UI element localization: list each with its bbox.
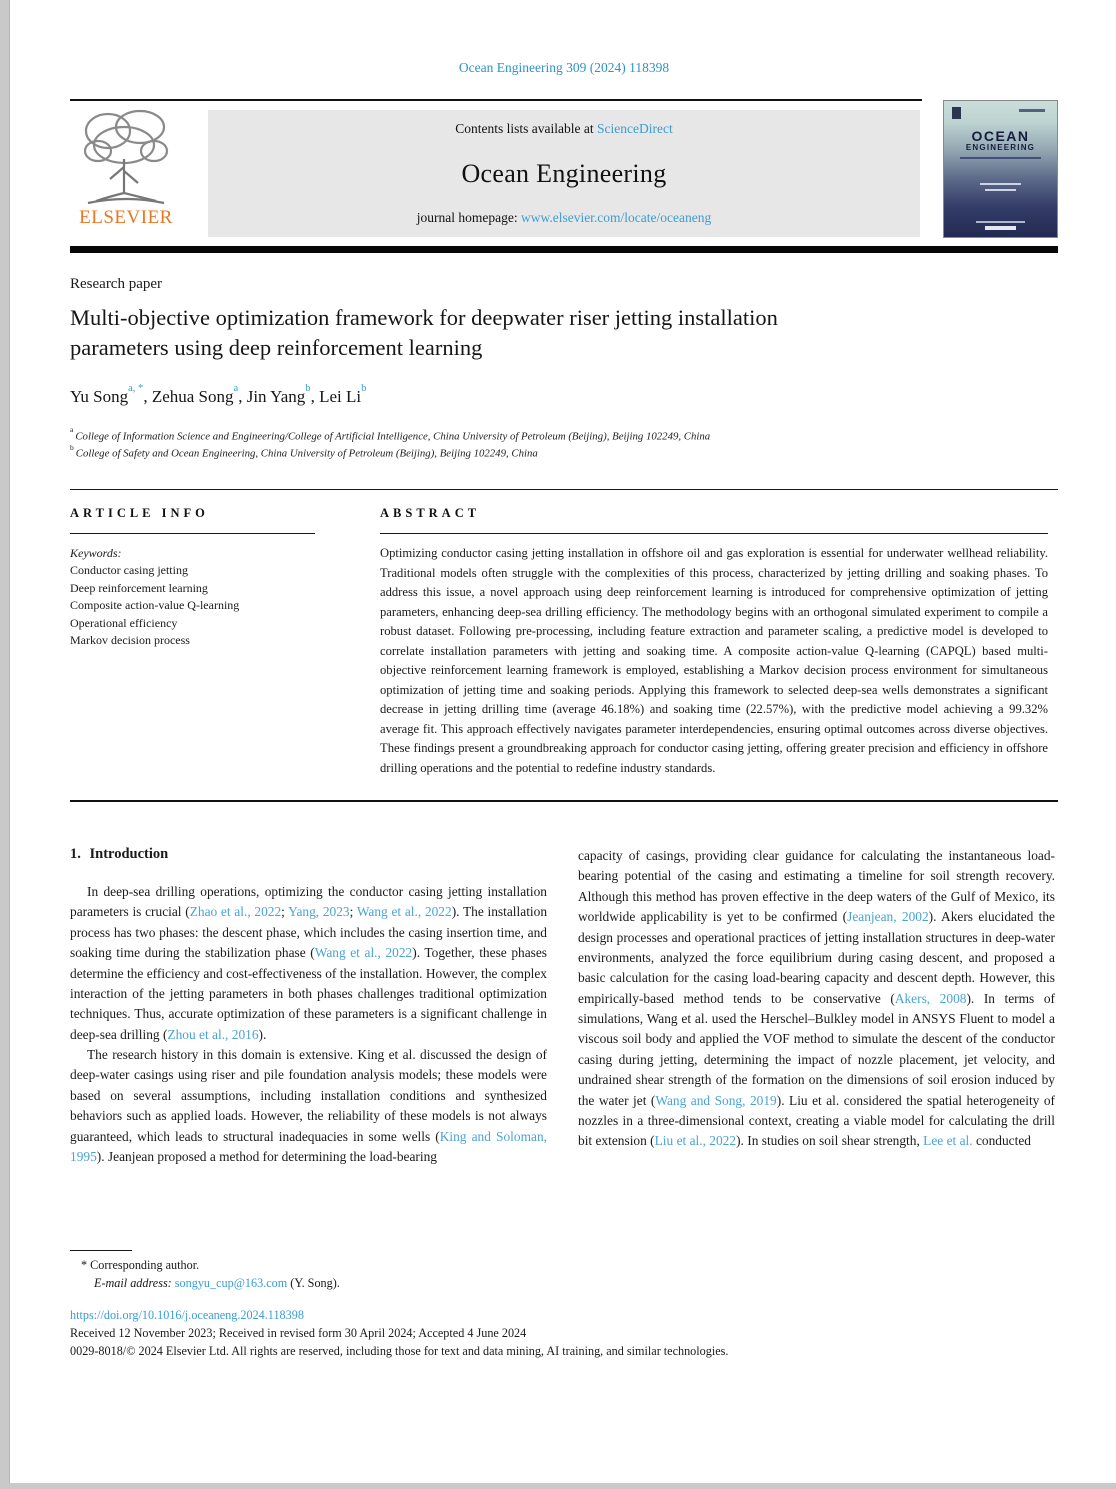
corresponding-author-note: * Corresponding author. [81,1258,200,1272]
citation-link[interactable]: Jeanjean, 2002 [847,909,929,925]
paragraph [70,882,547,1045]
article-type-label: Research paper [70,276,163,292]
cover-editor-bar [980,183,1021,185]
running-head-journal-ref: Ocean Engineering 309 (2024) 118398 [458,60,670,75]
contents-prefix: Contents lists available at [455,121,597,136]
text-run: ). In terms of simulations, Wang et al. used the Herschel–Bulkley model in ANSYS Fluent to model a viscous soil body and applied the VOF method to simulate the descent of the conductor casing during jetting, determining the impact of nozzle placement, jet velocity, and undrained shear strength of the formation on the dimensions of soil erosion induced by the water jet ( [578,990,1055,1108]
cover-subtitle-bar [960,157,1041,159]
divider-rule [70,800,1058,802]
author-name: Yu Song [70,387,129,406]
affiliation-line [70,442,970,462]
author-affiliation-sup: b [361,382,367,394]
article-info-heading: ARTICLE INFO [70,506,209,520]
paragraph [70,1045,547,1167]
divider-rule [70,489,1058,490]
citation-link[interactable]: Liu et al., 2022 [654,1133,737,1149]
introduction-heading: 1. Introduction [70,846,169,862]
citation-link[interactable]: Wang and Song, 2019 [655,1092,777,1108]
author-affiliation-sup: b [305,382,311,394]
author-name: Lei Li [319,387,362,406]
author-name: Jin Yang [246,387,306,406]
text-run: ). In studies on soil shear strength, [736,1133,924,1149]
email-note [94,1276,340,1291]
text-run: ). Together, these phases determine the efficiency and cost-effectiveness of the installation. However, the complex interaction of the jetting parameters in both phases challenges traditional optimization techniques. Thus, accurate optimization of these parameters is a significant challenge in deep-sea drilling ( [70,945,548,1042]
affiliations [70,425,970,462]
author-affiliation-sup: a [233,382,239,394]
text-run: The research history in this domain is extensive. King et al. discussed the design of deep-water casings using riser and pile foundation analysis models; these models were based on several assumptions, including installation conditions and synthesized behaviors such as applied loads. However, the reliability of these models is not always guaranteed, which leads to structural inadequacies in some wells ( [70,1047,547,1144]
elsevier-wordmark: ELSEVIER [79,207,173,228]
citation-link[interactable]: Zhao et al., 2022 [189,904,282,920]
author-separator: , [310,387,320,406]
cover-title-line2: ENGINEERING [965,143,1036,152]
received-dates: Received 12 November 2023; Received in revised form 30 April 2024; Accepted 4 June 2024 [70,1326,527,1340]
affiliation-line [70,425,970,445]
paragraph [578,846,1055,1152]
copyright-line: 0029-8018/© 2024 Elsevier Ltd. All rights are reserved, including those for text and data mining, AI training, and similar technologies. [70,1344,729,1358]
body-column-right [578,846,1055,1152]
affiliation-sup: a [70,425,74,435]
header-bottom-bar [70,246,1058,253]
email-link[interactable]: songyu_cup@163.com [174,1276,288,1290]
text-run: ). The installation process has two phases: the descent phase, which includes the casing insertion time, and soaking time during the stabilization phase ( [70,904,548,961]
email-label: E-mail address: [94,1276,175,1290]
author-name: Zehua Song [151,387,234,406]
abstract-text: Optimizing conductor casing jetting installation in offshore oil and gas exploration is essential for underwater wellhead reliability. Traditional models often struggle with the complexities of this process, characterized by jetting drilling and soaking phases. To address this issue, a novel approach using deep reinforcement learning is introduced for comprehensive optimization of jetting parameters, enhancing deep-sea drilling efficiency. The methodology begins with an orthogonal simulated experiment to compile a robust dataset. Following pre-processing, including feature extraction and parameter scaling, a predictive model is developed to correlate installation parameters with jetting and soaking time. A composite action-value Q-learning (CAPQL) based multi-objective reinforcement learning framework is employed, establishing a Markov decision process environment for simultaneous optimization of jetting time and soaking periods. Applying this framework to selected deep-sea wells demonstrates a significant decrease in jetting drilling time (average 46.18%) and soaking time (22.57%), with the predictive model achieving a 99.32% average fit. This approach effectively navigates parameter interdependencies, ensuring optimal outcomes across diverse objectives. These findings present a groundbreaking approach for conductor casing jetting, offering greater precision and efficiency in offshore drilling operations and the potential to redefine industry standards. [380,546,1048,775]
homepage-url-link[interactable]: www.elsevier.com/locate/oceaneng [520,210,712,225]
author-separator: , [143,387,152,406]
keyword-item: Deep reinforcement learning [70,580,208,595]
citation-link[interactable]: King and Soloman, 1995 [70,1128,547,1164]
elsevier-tree-icon [70,105,182,209]
affiliation-text: College of Information Science and Engineering/College of Artificial Intelligence, China University of Petroleum (Beijing), Beijing 102249, China [75,430,711,443]
article-title: Multi-objective optimization framework for deepwater riser jetting installation parameters using deep reinforcement learning [70,305,778,361]
citation-link[interactable]: Yang, 2023 [288,904,350,920]
email-suffix: (Y. Song). [287,1276,340,1290]
text-run: ; [349,904,357,920]
cover-title [944,129,1057,153]
cover-issn-bar [1019,109,1045,112]
text-run: ). [258,1026,267,1042]
cover-footer-bar [976,221,1026,223]
keyword-item: Composite action-value Q-learning [70,598,240,613]
text-run: ). Akers elucidated the design processes and operational practices of jetting installation structures in deep-water environments, analyzed the force equilibrium during casing descent, and proposed a basic calculation for the casing load-bearing capacity and descent depth. However, this empirically-based method tends to be conservative ( [578,909,1055,1006]
citation-link[interactable]: Wang et al., 2022 [314,945,413,961]
keywords-label: Keywords: [70,546,122,560]
body-column-left [70,882,547,1167]
paper-page [10,0,1116,1483]
text-run: In deep-sea drilling operations, optimizing the conductor casing jetting installation parameters is crucial ( [70,884,547,920]
journal-cover-thumbnail [943,100,1058,238]
author-separator: , [238,387,247,406]
cover-badge-bar [985,226,1017,230]
text-run: conducted [972,1133,1031,1149]
elsevier-logo [70,105,182,237]
keywords-list [70,562,320,649]
keyword-item: Conductor casing jetting [70,563,188,578]
article-info-rule [70,533,315,534]
author-list [70,382,367,407]
footnote-rule [70,1250,132,1251]
journal-header-box [208,110,920,237]
cover-title-line1: OCEAN [971,128,1030,144]
doi-link[interactable]: https://doi.org/10.1016/j.oceaneng.2024.118398 [70,1308,304,1322]
homepage-prefix: journal homepage: [416,210,521,225]
journal-title: Ocean Engineering [461,158,667,188]
header-top-rule [70,99,922,101]
keyword-item: Operational efficiency [70,615,178,630]
citation-link[interactable]: Zhou et al., 2016 [167,1026,259,1042]
text-run: capacity of casings, providing clear guidance for calculating the instantaneous load-bearing potential of the casing and estimating a timeline for soil strength recovery. Although this method has proven effective in the deep waters of the Gulf of Mexico, its worldwide applicability is yet to be confirmed ( [578,848,1055,925]
citation-link[interactable]: Lee et al. [923,1133,973,1149]
cover-editor-bar [985,189,1017,191]
citation-link[interactable]: Akers, 2008 [894,990,967,1006]
text-run: ; [281,904,289,920]
text-run: ). Jeanjean proposed a method for determining the load-bearing [96,1148,438,1164]
abstract-rule [380,533,1048,534]
keywords-block [70,545,320,649]
affiliation-text: College of Safety and Ocean Engineering, China University of Petroleum (Beijing), Beijing 102249, China [75,447,538,460]
homepage-line [417,210,712,226]
text-run: ). Liu et al. considered the spatial heterogeneity of nozzles in a three-dimensional context, creating a viable model for calculating the drill bit extension ( [578,1092,1055,1149]
sciencedirect-link[interactable]: ScienceDirect [597,121,673,136]
keyword-item: Markov decision process [70,632,190,647]
citation-link[interactable]: Wang et al., 2022 [356,904,452,920]
contents-line [455,121,672,137]
affiliation-sup: b [70,442,74,452]
abstract-heading: ABSTRACT [380,506,481,520]
cover-publisher-mark-icon [952,107,961,119]
author-affiliation-sup: a, * [128,382,144,394]
